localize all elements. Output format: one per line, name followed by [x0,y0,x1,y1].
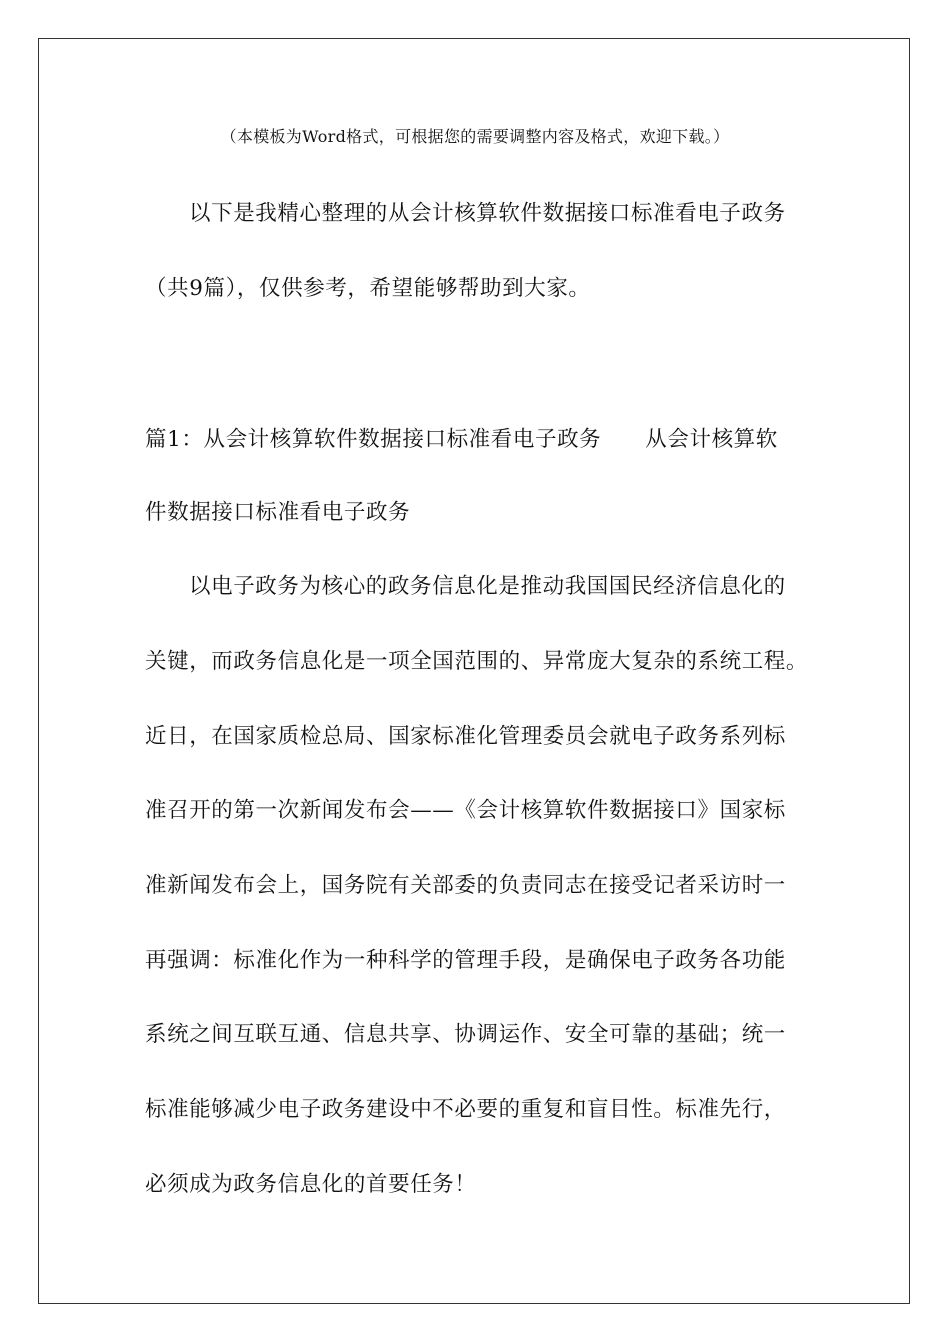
article-heading-line-2: 件数据接口标准看电子政务 [145,500,411,525]
body-line-5: 准新闻发布会上，国务院有关部委的负责同志在接受记者采访时一 [145,873,786,898]
body-line-6: 再强调：标准化作为一种科学的管理手段，是确保电子政务各功能 [145,948,786,973]
body-line-8: 标准能够减少电子政务建设中不必要的重复和盲目性。标准先行， [145,1097,786,1122]
article-heading-continuation: 从会计核算软 [645,427,778,452]
body-line-2: 关键，而政务信息化是一项全国范围的、异常庞大复杂的系统工程。 [145,649,809,674]
body-line-7: 系统之间互联互通、信息共享、协调运作、安全可靠的基础；统一 [145,1022,786,1047]
intro-line-2: （共9篇），仅供参考，希望能够帮助到大家。 [145,276,591,301]
body-line-4: 准召开的第一次新闻发布会——《会计核算软件数据接口》国家标 [145,798,786,823]
body-line-1: 以电子政务为核心的政务信息化是推动我国国民经济信息化的 [189,574,786,599]
intro-line-1: 以下是我精心整理的从会计核算软件数据接口标准看电子政务 [189,201,786,226]
body-line-9: 必须成为政务信息化的首要任务！ [145,1172,477,1197]
article-heading-title: 篇1：从会计核算软件数据接口标准看电子政务 [145,427,602,452]
body-line-3: 近日，在国家质检总局、国家标准化管理委员会就电子政务系列标 [145,724,786,749]
article-heading-line-1 [145,425,778,455]
template-note: （本模板为Word格式，可根据您的需要调整内容及格式，欢迎下载。） [220,127,730,146]
